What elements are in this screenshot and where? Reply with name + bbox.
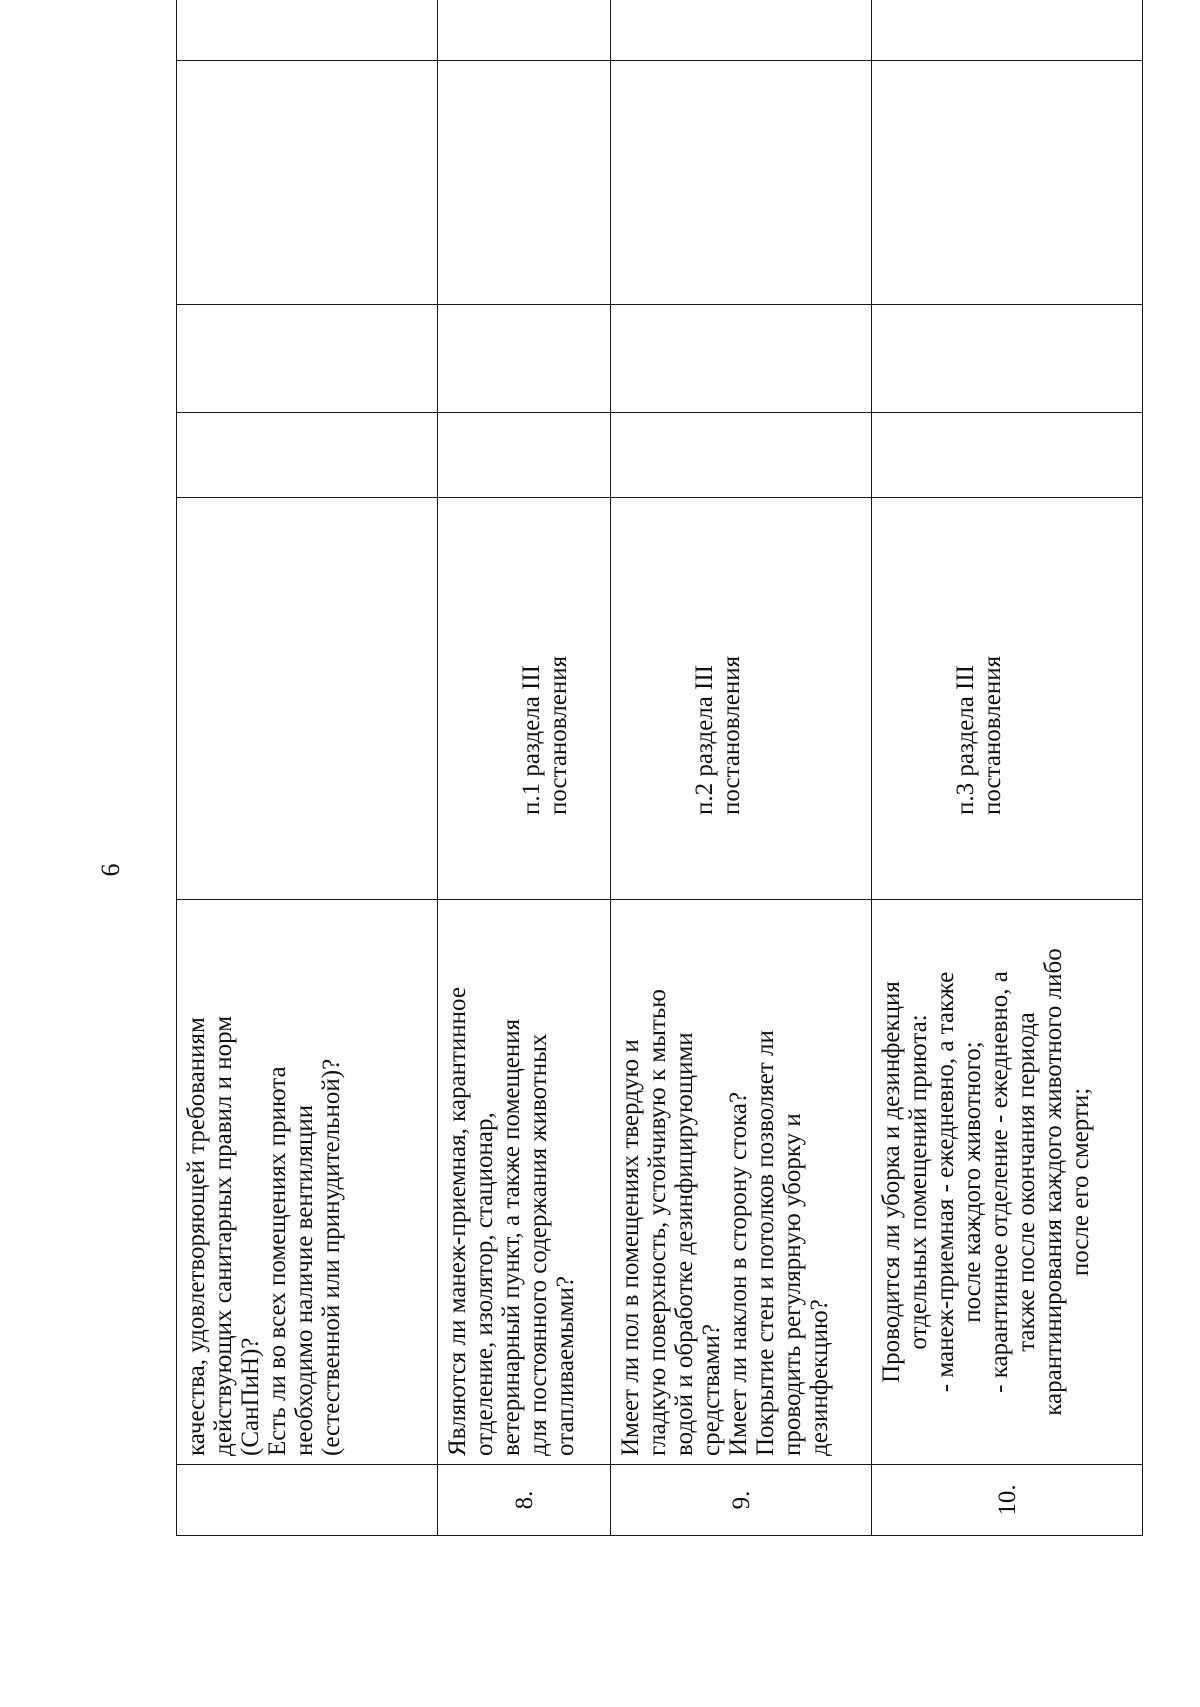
empty-cell (177, 413, 438, 498)
checklist-table (176, 0, 1143, 1536)
empty-cell (438, 0, 611, 61)
table-row (872, 0, 1143, 1536)
question-line: ветеринарный пункт, а также помещения (498, 1018, 525, 1456)
empty-cell (872, 0, 1143, 61)
question-line: отделение, изолятор, стационар, (471, 1112, 498, 1456)
reference-cell (438, 498, 611, 900)
empty-cell (611, 413, 872, 498)
question-line: Покрытие стен и потолков позволяет ли (752, 1030, 779, 1456)
empty-cell (177, 61, 438, 305)
question-cell (872, 900, 1143, 1465)
question-line: Имеет ли пол в помещениях твердую и (617, 1039, 644, 1456)
reference-cell (177, 498, 438, 900)
reference-line: п.2 раздела III (691, 664, 718, 815)
reference-cell (872, 498, 1143, 900)
empty-cell (438, 61, 611, 305)
reference-cell (611, 498, 872, 900)
question-line: - манеж-приемная - ежедневно, а также (932, 971, 959, 1393)
reference-line: п.3 раздела III (952, 664, 979, 815)
question-line: - карантинное отделение - ежедневно, а (986, 971, 1013, 1393)
reference-line: п.1 раздела III (518, 664, 545, 815)
question-line: (естественной или принудительной)? (318, 1058, 345, 1456)
empty-cell (872, 413, 1143, 498)
question-line: необходимо наличие вентиляции (291, 1104, 318, 1456)
question-line: после каждого животного; (959, 1041, 986, 1323)
empty-cell (872, 305, 1143, 413)
question-line: дезинфекцию? (806, 1299, 833, 1456)
question-line: карантинирования каждого животного либо (1040, 948, 1067, 1416)
empty-cell (438, 413, 611, 498)
question-line: Есть ли во всех помещениях приюта (264, 1066, 291, 1456)
row-number: 8. (438, 1465, 611, 1536)
question-line: Имеет ли наклон в сторону стока? (725, 1091, 752, 1456)
question-line: отапливаемыми? (552, 1276, 579, 1456)
empty-cell (611, 305, 872, 413)
question-line: Являются ли манеж-приемная, карантинное (444, 987, 471, 1456)
question-line: водой и обработке дезинфицирующими (671, 1032, 698, 1456)
question-cell (438, 900, 611, 1465)
row-number (177, 1465, 438, 1536)
question-line: также после окончания периода (1013, 1012, 1040, 1352)
reference-line: постановления (718, 655, 745, 815)
table-row (611, 0, 872, 1536)
empty-cell (177, 0, 438, 61)
table-row (438, 0, 611, 1536)
question-line: для постоянного содержания животных (525, 1033, 552, 1456)
question-line: гладкую поверхность, устойчивую к мытью (644, 989, 671, 1456)
reference-line: постановления (979, 655, 1006, 815)
empty-cell (611, 0, 872, 61)
row-number: 10. (872, 1465, 1143, 1536)
question-line: (СанПиН)? (237, 1337, 264, 1456)
question-line: Проводится ли уборка и дезинфекция (878, 981, 905, 1383)
question-line: средствами? (698, 1324, 725, 1456)
row-number: 9. (611, 1465, 872, 1536)
question-line: отдельных помещений приюта: (905, 1014, 932, 1350)
question-cell (177, 900, 438, 1465)
empty-cell (177, 305, 438, 413)
question-cell (611, 900, 872, 1465)
empty-cell (872, 61, 1143, 305)
question-line: качества, удовлетворяющей требованиям (183, 1017, 210, 1456)
page-number: 6 (96, 863, 125, 877)
question-line: проводить регулярную уборку и (779, 1113, 806, 1456)
empty-cell (438, 305, 611, 413)
empty-cell (611, 61, 872, 305)
reference-line: постановления (545, 655, 572, 815)
question-line: действующих санитарных правил и норм (210, 1015, 237, 1456)
table-row (177, 0, 438, 1536)
rotated-page (176, 76, 1142, 1536)
question-line: после его смерти; (1067, 1087, 1094, 1277)
